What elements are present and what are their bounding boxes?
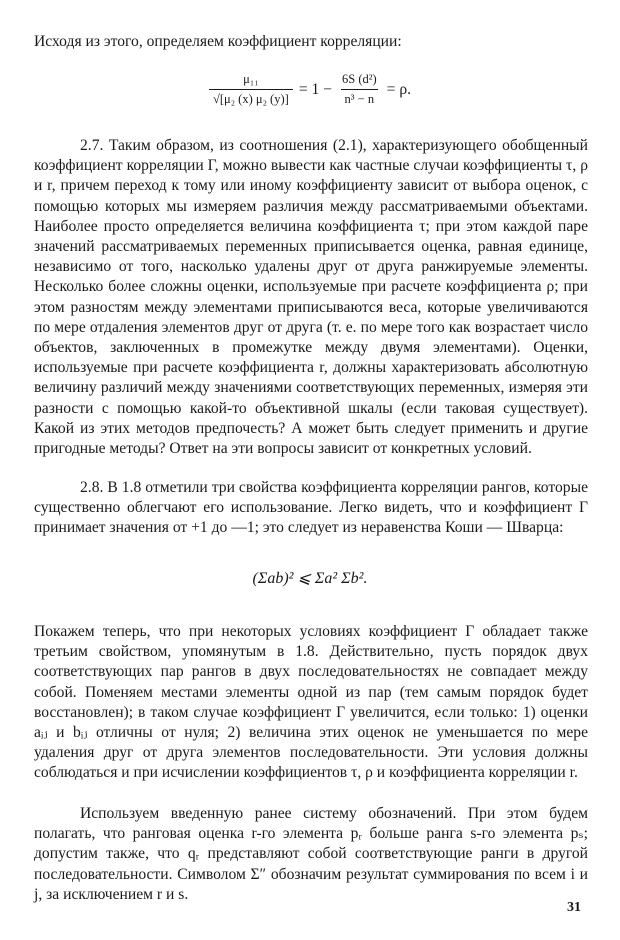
formula-equals-1: = 1 −	[298, 80, 332, 98]
section-notation	[34, 804, 588, 905]
formula-fraction-2	[338, 72, 381, 107]
section-2-7	[34, 136, 588, 459]
section-2-8	[34, 478, 588, 539]
formula-equals-2: = ρ.	[386, 80, 412, 98]
paragraph-notation: Используем введенную ранее систему обозначений. При этом будем полагать, что ранговая оценка r-го элемента pᵣ больше ранга s-го элемента pₛ; допустим также, что qᵣ представляют собой соответствующие ранги в другой последовательности. Символом Σ″ обозначим результат суммирования по всем i и j, за исключением r и s.	[34, 805, 588, 903]
paragraph-2-7: 2.7. Таким образом, из соотношения (2.1), характеризующего обобщенный коэффициент корреляции Γ, можно вывести как частные случаи коэффициенты τ, ρ и r, причем переход к тому или иному коэффициенту зависит от выбора оценок, с помощью которых мы измеряем различия между рассматриваемыми объектами. Наиболее просто определяется величина коэффициента τ; при этом каждой паре значений рассматриваемых переменных приписывается оценка, равная единице, независимо от того, насколько удалены друг от друга ранжируемые элементы. Несколько более сложны оценки, используемые при расчете коэффициента ρ; при этом разностям между элементами приписываются веса, которые увеличиваются по мере отдаления элементов друг от друга (т. е. по мере того как возрастает число объектов, заключенных в промежутке между двумя элементами). Оценки, используемые при расчете коэффициента r, должны характеризовать абсолютную величину различий между значениями соответствующих переменных, измеряя эти разности с помощью какой-то объективной шкалы (если таковая существует). Какой из этих методов предпочесть? А может быть следует применить и другие пригодные методы? Ответ на эти вопросы зависит от конкретных условий.	[34, 137, 588, 458]
formula-numerator-1: μ₁₁	[243, 72, 259, 86]
paragraph-property: Покажем теперь, что при некоторых условиях коэффициент Γ обладает также третьим свойством, упомянутым в 1.8. Действительно, пусть порядок двух соответствующих пар рангов в двух последовательностях не совпадает между собой. Поменяем местами элементы одной из пар (тем самым порядок будет восстановлен); в таком случае коэффициент Γ увеличится, если только: 1) оценки aᵢⱼ и bᵢⱼ отличны от нуля; 2) величина этих оценок не уменьшается по мере удаления друг от друга элементов последовательности. Эти условия должны соблюдаться и при исчислении коэффициентов τ, ρ и коэффициента корреляции r.	[34, 623, 588, 782]
section-property	[34, 622, 588, 784]
formula-fraction-1	[209, 72, 293, 107]
formula-numerator-2: 6S (d²)	[342, 72, 377, 86]
paragraph-2-8: 2.8. В 1.8 отметили три свойства коэффициента корреляции рангов, которые существенно облегчают его использование. Легко видеть, что и коэффициент Γ принимает значения от +1 до —1; это следует из неравенства Коши — Шварца:	[34, 479, 588, 537]
formula-denominator-2: n³ − n	[341, 89, 379, 107]
page-number: 31	[567, 900, 581, 915]
cauchy-schwarz-formula: (Σab)² ⩽ Σa² Σb².	[252, 570, 368, 587]
intro-line	[34, 32, 588, 52]
correlation-formula	[0, 72, 620, 107]
formula-denominator-1: √[μ₂ (x) μ₂ (y)]	[209, 89, 293, 107]
intro-text: Исходя из этого, определяем коэффициент корреляции:	[34, 33, 402, 50]
